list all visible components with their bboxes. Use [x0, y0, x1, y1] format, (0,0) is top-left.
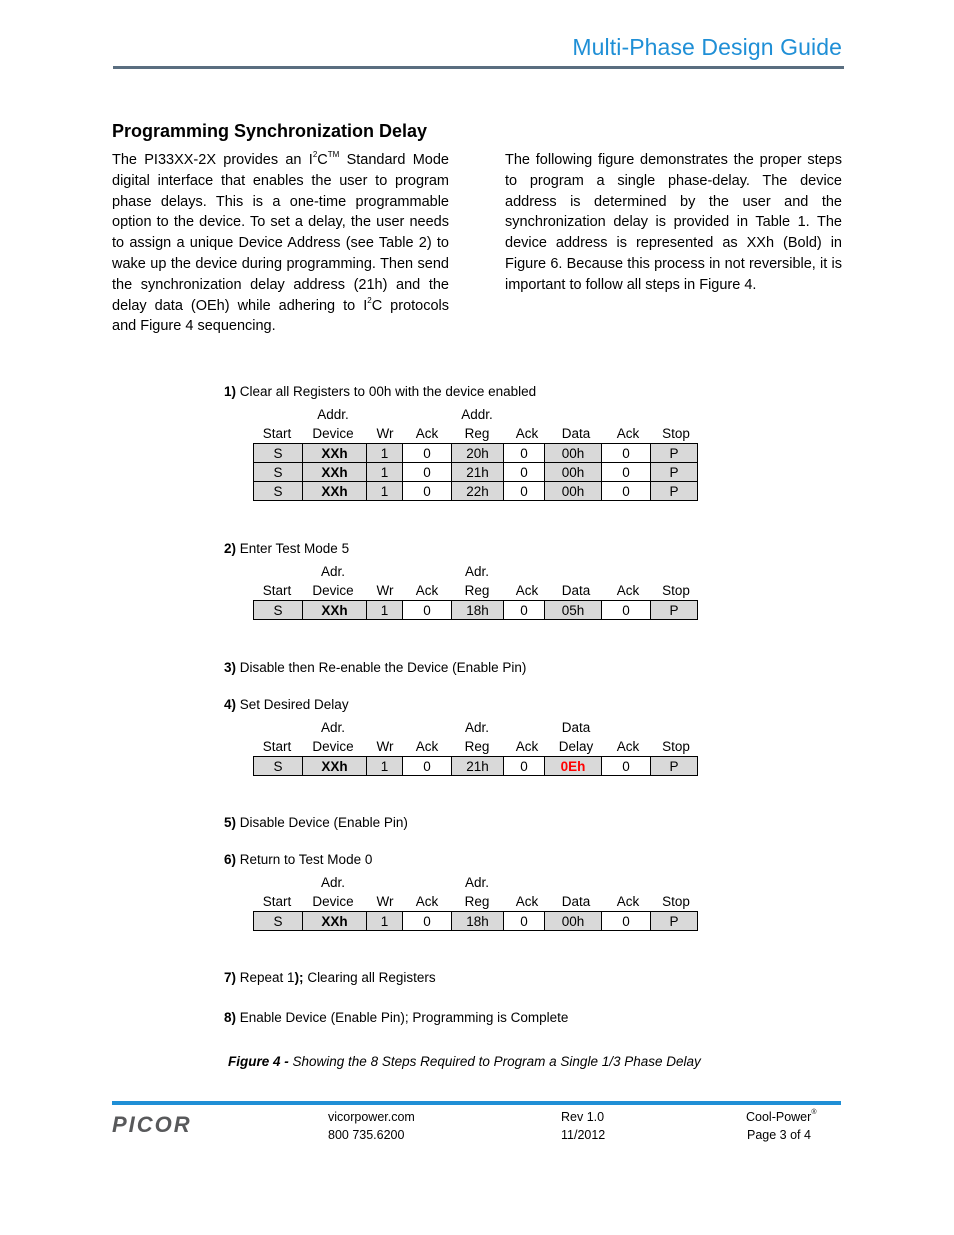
- column-header: Ack: [415, 426, 439, 441]
- cell: S: [254, 601, 303, 620]
- cell: XXh: [303, 444, 367, 463]
- step-4-table: [253, 756, 698, 776]
- footer-brand: [746, 1108, 816, 1144]
- table-row: [254, 444, 698, 463]
- step-6-label: 6) Return to Test Mode 0: [224, 852, 373, 867]
- superscript: 2: [367, 295, 372, 305]
- cell: 0: [403, 912, 452, 931]
- column-header: Ack: [515, 583, 539, 598]
- cell: 0: [504, 463, 545, 482]
- column-header: Start: [262, 426, 292, 441]
- cell: XXh: [303, 463, 367, 482]
- column-header: Ack: [616, 739, 640, 754]
- cell: P: [651, 912, 698, 931]
- step-4-label: 4) Set Desired Delay: [224, 697, 349, 712]
- cell: 1: [367, 757, 403, 776]
- column-header: Start: [262, 583, 292, 598]
- cell: XXh: [303, 601, 367, 620]
- registered-mark: ®: [811, 1108, 817, 1116]
- cell: 0: [504, 482, 545, 501]
- column-header: Wr: [376, 894, 394, 909]
- column-header: Stop: [662, 426, 690, 441]
- column-header: Reg: [464, 739, 490, 754]
- column-header: Adr.: [320, 720, 345, 735]
- caption-text: Showing the 8 Steps Required to Program a Single 1/3 Phase Delay: [288, 1054, 701, 1069]
- cell: P: [651, 757, 698, 776]
- cell: 0: [602, 757, 651, 776]
- paragraph-text: Standard Mode digital interface that enables the user to program phase delays. This is a one-time programmable option to the device. To set a delay, the user needs to assign a unique Device Address (see Table 2) to wake up the device during programming. Then send the synchronization delay address (21h) and the delay data (OEh) while adhering to I: [112, 152, 449, 314]
- paragraph-text: C: [317, 152, 328, 168]
- right-column-paragraph: The following figure demonstrates the proper steps to program a single phase-delay. The device address is determined by the user and the synchronization delay is provided in Table 1. The device address is represented as XXh (Bold) in Figure 6. Because this process in not reversible, it is important to follow all steps in Figure 4.: [505, 152, 842, 293]
- footer-website[interactable]: vicorpower.com: [328, 1110, 415, 1124]
- column-header: Device: [312, 583, 354, 598]
- section-heading: Programming Synchronization Delay: [112, 121, 428, 141]
- column-header: Adr.: [464, 564, 489, 579]
- column-header: Wr: [376, 426, 394, 441]
- cell: 00h: [545, 444, 602, 463]
- column-header: Delay: [558, 739, 594, 754]
- figure-caption: [228, 1054, 701, 1069]
- cell: P: [651, 601, 698, 620]
- footer-contact: [328, 1108, 415, 1144]
- step-2-label: 2) Enter Test Mode 5: [224, 541, 350, 556]
- column-header: Stop: [662, 894, 690, 909]
- step-8-label: 8) Enable Device (Enable Pin); Programming is Complete: [224, 1010, 569, 1025]
- picor-logo: [112, 1114, 228, 1141]
- column-header: Addr.: [317, 407, 349, 422]
- cell: 21h: [452, 757, 504, 776]
- cell: 1: [367, 482, 403, 501]
- column-header: Start: [262, 739, 292, 754]
- column-header: Reg: [464, 583, 490, 598]
- column-header: Data: [561, 426, 591, 441]
- cell: 05h: [545, 601, 602, 620]
- column-header: Addr.: [461, 407, 493, 422]
- cell: 0: [602, 912, 651, 931]
- step-3-label: 3) Disable then Re-enable the Device (Enable Pin): [224, 660, 527, 675]
- cell: 1: [367, 601, 403, 620]
- column-header: Data: [561, 583, 591, 598]
- column-header: Adr.: [320, 875, 345, 890]
- cell: 1: [367, 912, 403, 931]
- cell: 0: [504, 444, 545, 463]
- column-header: Device: [312, 739, 354, 754]
- column-header: Start: [262, 894, 292, 909]
- logo-text: PICOR: [112, 1114, 192, 1136]
- table-row: [254, 912, 698, 931]
- cell: 0: [602, 463, 651, 482]
- superscript: 2: [312, 150, 318, 160]
- cell: 0: [602, 482, 651, 501]
- column-header: Wr: [376, 739, 394, 754]
- left-column-paragraph: [112, 150, 449, 337]
- trademark-superscript: TM: [327, 150, 340, 160]
- column-header: Data: [561, 720, 591, 735]
- caption-label: Figure 4 -: [228, 1054, 289, 1069]
- table-row: [254, 601, 698, 620]
- cell: 0: [602, 444, 651, 463]
- column-header: Device: [312, 894, 354, 909]
- step-1-label: 1) Clear all Registers to 00h with the device enabled: [224, 384, 537, 399]
- footer-revision: [561, 1108, 605, 1144]
- cell: 0: [504, 757, 545, 776]
- cell: S: [254, 444, 303, 463]
- cell: 18h: [452, 912, 504, 931]
- cell: 21h: [452, 463, 504, 482]
- column-header: Adr.: [464, 720, 489, 735]
- footer-date: 11/2012: [561, 1128, 606, 1142]
- cell: P: [651, 482, 698, 501]
- cell: 0: [403, 757, 452, 776]
- picor-logo-icon: [112, 1114, 228, 1136]
- column-header: Adr.: [464, 875, 489, 890]
- column-header: Ack: [616, 894, 640, 909]
- column-header: Ack: [415, 894, 439, 909]
- cell: S: [254, 912, 303, 931]
- cell: 0: [504, 912, 545, 931]
- footer-phone: 800 735.6200: [328, 1128, 405, 1142]
- column-header: Ack: [515, 894, 539, 909]
- column-header: Stop: [662, 739, 690, 754]
- column-header: Device: [312, 426, 354, 441]
- cell: 22h: [452, 482, 504, 501]
- cell: 18h: [452, 601, 504, 620]
- delay-value-cell: 0Eh: [545, 757, 602, 776]
- cell: 00h: [545, 482, 602, 501]
- column-header: Adr.: [320, 564, 345, 579]
- table-row: [254, 482, 698, 501]
- column-header: Ack: [515, 426, 539, 441]
- column-header: Reg: [464, 894, 490, 909]
- cell: 1: [367, 444, 403, 463]
- cell: 0: [403, 463, 452, 482]
- paragraph-text: C protocols and Figure 4 sequencing.: [112, 297, 450, 335]
- column-header: Wr: [376, 583, 394, 598]
- cell: S: [254, 463, 303, 482]
- cell: 20h: [452, 444, 504, 463]
- cell: 0: [403, 601, 452, 620]
- cell: 00h: [545, 912, 602, 931]
- column-header: Ack: [515, 739, 539, 754]
- table-row: [254, 463, 698, 482]
- step-2-table: [253, 600, 698, 620]
- cell: P: [651, 444, 698, 463]
- cell: P: [651, 463, 698, 482]
- column-header: Ack: [616, 426, 640, 441]
- step-7-label: 7) Repeat 1); Clearing all Registers: [224, 970, 436, 985]
- footer-page-number: Page 3 of 4: [747, 1128, 811, 1142]
- cell: XXh: [303, 912, 367, 931]
- paragraph-text: The PI33XX-2X provides an I: [112, 152, 313, 168]
- cell: 00h: [545, 463, 602, 482]
- column-header: Stop: [662, 583, 690, 598]
- column-header: Data: [561, 894, 591, 909]
- cell: 0: [403, 444, 452, 463]
- column-header: Ack: [415, 583, 439, 598]
- step-1-table: [253, 443, 698, 501]
- step-5-label: 5) Disable Device (Enable Pin): [224, 815, 408, 830]
- column-header: Ack: [616, 583, 640, 598]
- column-header: Ack: [415, 739, 439, 754]
- document-title: Multi-Phase Design Guide: [572, 34, 842, 60]
- cell: S: [254, 482, 303, 501]
- footer-brand-name: Cool-Power: [746, 1110, 812, 1124]
- table-row: [254, 757, 698, 776]
- cell: XXh: [303, 482, 367, 501]
- cell: S: [254, 757, 303, 776]
- step-6-table: [253, 911, 698, 931]
- header-divider: [113, 66, 844, 69]
- cell: XXh: [303, 757, 367, 776]
- cell: 1: [367, 463, 403, 482]
- footer-divider: [112, 1101, 841, 1105]
- cell: 0: [403, 482, 452, 501]
- cell: 0: [602, 601, 651, 620]
- column-header: Reg: [464, 426, 490, 441]
- footer-rev: Rev 1.0: [561, 1110, 605, 1124]
- cell: 0: [504, 601, 545, 620]
